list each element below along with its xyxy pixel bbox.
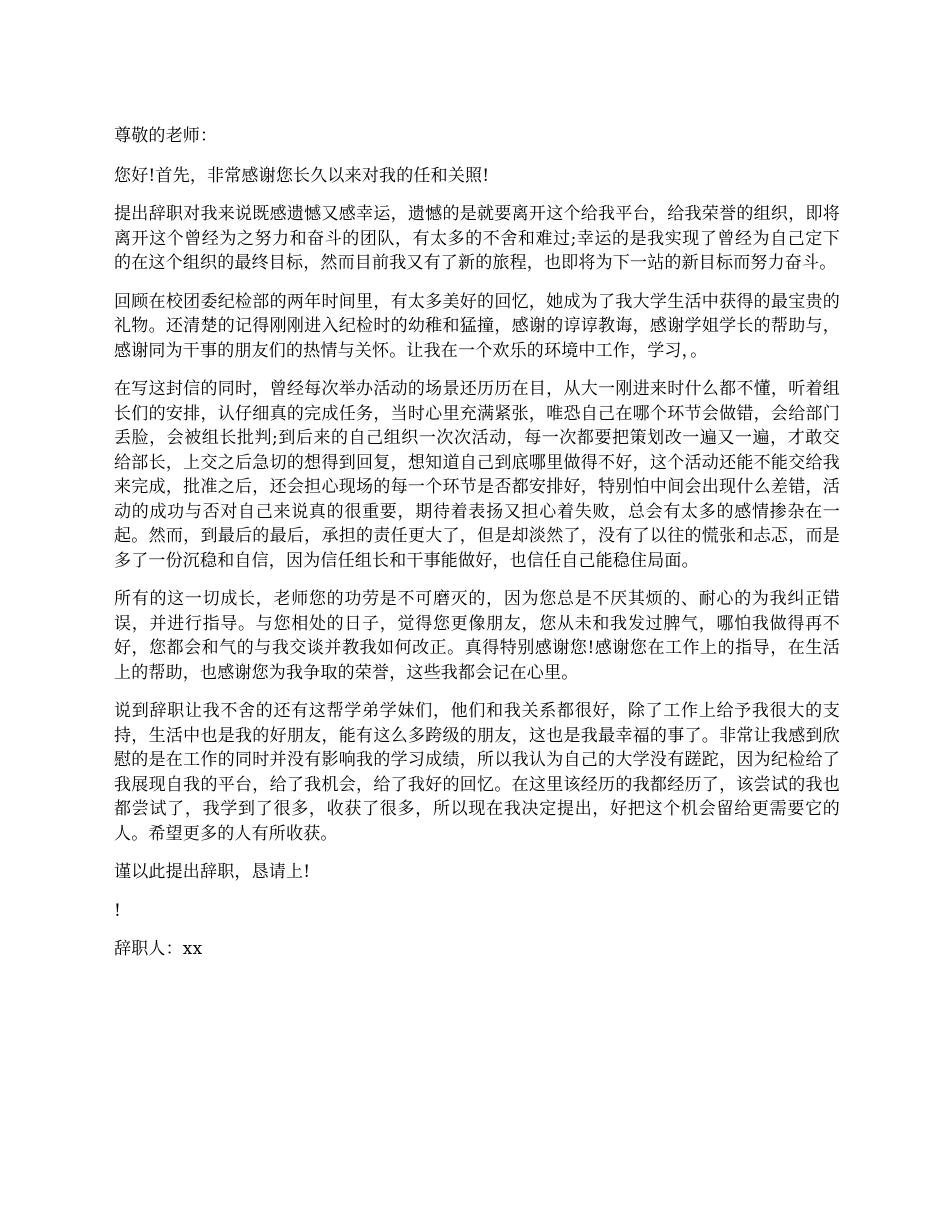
letter-paragraph-opening: 您好!首先，非常感谢您长久以来对我的任和关照!: [114, 165, 490, 186]
letter-paragraph-memories: 回顾在校团委纪检部的两年时间里，有太多美好的回忆，她成为了我大学生活中获得的最宝贵的礼物。还清楚的记得刚刚进入纪检时的幼稚和猛撞，感谢的谆谆教诲，感谢学姐学长的帮助与，感谢同为干事的朋友们的热情与关怀。让我在一个欢乐的环境中工作，学习，。: [114, 291, 840, 361]
letter-greeting: 尊敬的老师：: [114, 126, 218, 146]
letter-paragraph-gratitude: 所有的这一切成长，老师您的功劳是不可磨灭的，因为您总是不厌其烦的、耐心的为我纠正错误，并进行指导。与您相处的日子，觉得您更像朋友，您从未和我发过脾气，哪怕我做得再不好，您都会和气的与我交谈并教我如何改正。真得特别感谢您!感谢您在工作上的指导，在生活上的帮助，也感谢您为我争取的荣誉，这些我都会记在心里。: [114, 589, 840, 683]
letter-exclamation-mark: !: [114, 900, 122, 921]
letter-closing: 谨以此提出辞职，恳请上!: [114, 862, 311, 882]
letter-paragraph-reason: 提出辞职对我来说既感遗憾又感幸运，遗憾的是就要离开这个给我平台，给我荣誉的组织，即将离开这个曾经为之努力和奋斗的团队，有太多的不舍和难过;幸运的是我实现了曾经为自己定下的在这个组织的最终目标，然而目前我又有了新的旅程，也即将为下一站的新目标而努力奋斗。: [114, 204, 840, 273]
letter-signature: 辞职人：xx: [114, 939, 203, 959]
letter-paragraph-activities: 在写这封信的同时，曾经每次举办活动的场景还历历在目，从大一刚进来时什么都不懂，听着组长们的安排，认仔细真的完成任务，当时心里充满紧张，唯恐自己在哪个环节会做错，会给部门丢脸，会被组长批判;到后来的自己组织一次次活动，每一次都要把策划改一遍又一遍，才敢交给部长，上交之后急切的想得到回复，想知道自己到底哪里做得不好，这个活动还能不能交给我来完成，批准之后，还会担心现场的每一个环节是否都安排好，特别怕中间会出现什么差错，活动的成功与否对自己来说真的很重要，期待着表扬又担心着失败，总会有太多的感情掺杂在一起。然而，到最后的最后，承担的责任更大了，但是却淡然了，没有了以往的慌张和忐忑，而是多了一份沉稳和自信，因为信任组长和干事能做好，也信任自己能稳住局面。: [114, 379, 840, 571]
letter-paragraph-juniors: 说到辞职让我不舍的还有这帮学弟学妹们，他们和我关系都很好，除了工作上给予我很大的支持，生活中也是我的好朋友，能有这么多跨级的朋友，这也是我最幸福的事了。非常让我感到欣慰的是在工作的同时并没有影响我的学习成绩，所以我认为自己的大学没有蹉跎，因为纪检给了我展现自我的平台，给了我机会，给了我好的回忆。在这里该经历的我都经历了，该尝试的我也都尝试了，我学到了很多，收获了很多，所以现在我决定提出，好把这个机会留给更需要它的人。希望更多的人有所收获。: [114, 701, 840, 844]
letter-document: [114, 124, 840, 976]
